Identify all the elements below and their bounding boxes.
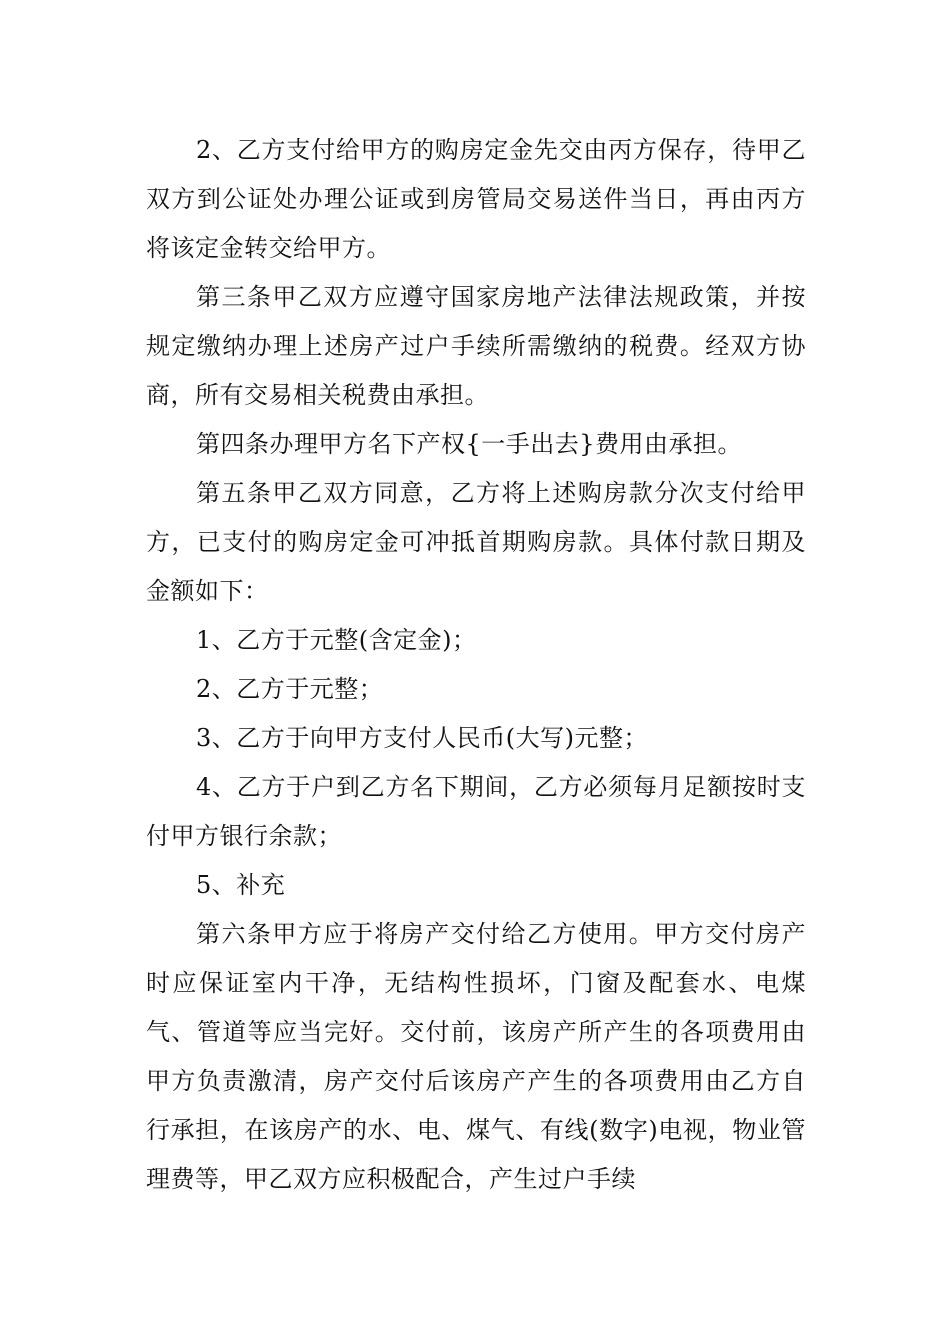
paragraph-deposit-custody: 2、乙方支付给甲方的购房定金先交由丙方保存，待甲乙双方到公证处办理公证或到房管局交易送件当日，再由丙方将该定金转交给甲方。 (146, 136, 806, 262)
contract-body (146, 126, 806, 1204)
paragraph-article-4: 第四条办理甲方名下产权{一手出去}费用由承担。 (196, 430, 743, 458)
payment-item-4: 4、乙方于户到乙方名下期间，乙方必须每月足额按时支付甲方银行余款； (146, 773, 806, 850)
payment-item-2: 2、乙方于元整； (196, 675, 384, 703)
payment-item-5: 5、补充 (196, 871, 286, 899)
paragraph-article-5: 第五条甲乙双方同意，乙方将上述购房款分次支付给甲方，已支付的购房定金可冲抵首期购房款。具体付款日期及金额如下： (146, 479, 806, 605)
payment-item-1: 1、乙方于元整(含定金)； (196, 626, 477, 654)
paragraph-article-3: 第三条甲乙双方应遵守国家房地产法律法规政策，并按规定缴纳办理上述房产过户手续所需缴纳的税费。经双方协商，所有交易相关税费由承担。 (146, 283, 806, 409)
payment-item-3: 3、乙方于向甲方支付人民币(大写)元整； (196, 724, 648, 752)
paragraph-article-6: 第六条甲方应于将房产交付给乙方使用。甲方交付房产时应保证室内干净，无结构性损坏，门窗及配套水、电煤气、管道等应当完好。交付前，该房产所产生的各项费用由甲方负责激清，房产交付后该房产产生的各项费用由乙方自行承担，在该房产的水、电、煤气、有线(数字)电视，物业管理费等，甲乙双方应积极配合，产生过户手续 (146, 920, 806, 1193)
